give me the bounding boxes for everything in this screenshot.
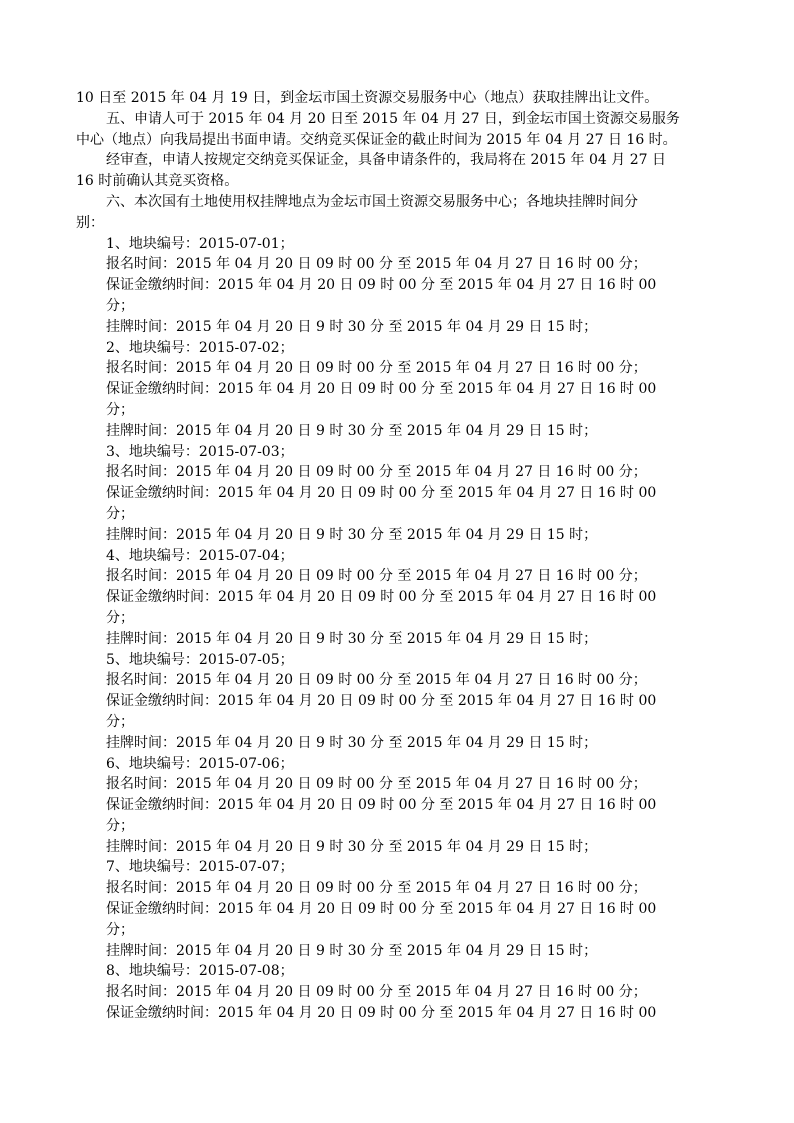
parcel-1-registration: 报名时间：2015 年 04 月 20 日 09 时 00 分 至 2015 年 04 月 27 日 16 时 00 分； — [106, 256, 647, 273]
parcel-6-deposit-line-2: 分； — [106, 817, 134, 834]
parcel-4-deposit-line-2: 分； — [106, 609, 134, 626]
parcel-6-listing: 挂牌时间：2015 年 04 月 20 日 9 时 30 分 至 2015 年 04 月 29 日 15 时； — [106, 838, 598, 855]
parcel-6-title: 6、地块编号：2015-07-06； — [106, 755, 294, 772]
parcel-3-deposit-line-2: 分； — [106, 505, 134, 522]
parcel-3-title: 3、地块编号：2015-07-03； — [106, 443, 294, 460]
parcel-8-title: 8、地块编号：2015-07-08； — [106, 963, 294, 980]
parcel-7-title: 7、地块编号：2015-07-07； — [106, 859, 294, 876]
parcel-8-registration: 报名时间：2015 年 04 月 20 日 09 时 00 分 至 2015 年 04 月 27 日 16 时 00 分； — [106, 984, 647, 1001]
parcel-7-listing: 挂牌时间：2015 年 04 月 20 日 9 时 30 分 至 2015 年 04 月 29 日 15 时； — [106, 942, 598, 959]
section-5-line-1: 五、申请人可于 2015 年 04 月 20 日至 2015 年 04 月 27 日，到金坛市国土资源交易服务 — [106, 110, 680, 127]
review-line-2: 16 时前确认其竞买资格。 — [76, 173, 239, 190]
section-5-line-2: 中心（地点）向我局提出书面申请。交纳竞买保证金的截止时间为 2015 年 04 月 27 日 16 时。 — [76, 131, 677, 148]
parcel-1-deposit-line-2: 分； — [106, 297, 134, 314]
parcel-5-title: 5、地块编号：2015-07-05； — [106, 651, 294, 668]
parcel-2-registration: 报名时间：2015 年 04 月 20 日 09 时 00 分 至 2015 年 04 月 27 日 16 时 00 分； — [106, 360, 647, 377]
parcel-4-title: 4、地块编号：2015-07-04； — [106, 547, 294, 564]
text-line-top: 10 日至 2015 年 04 月 19 日，到金坛市国土资源交易服务中心（地点）获取挂牌出让文件。 — [76, 90, 659, 106]
parcel-2-deposit-line-2: 分； — [106, 401, 134, 418]
parcel-6-registration: 报名时间：2015 年 04 月 20 日 09 时 00 分 至 2015 年 04 月 27 日 16 时 00 分； — [106, 776, 647, 793]
parcel-2-listing: 挂牌时间：2015 年 04 月 20 日 9 时 30 分 至 2015 年 04 月 29 日 15 时； — [106, 422, 598, 439]
parcel-5-registration: 报名时间：2015 年 04 月 20 日 09 时 00 分 至 2015 年 04 月 27 日 16 时 00 分； — [106, 672, 647, 689]
parcel-5-deposit-line-2: 分； — [106, 713, 134, 730]
parcel-3-deposit-line-1: 保证金缴纳时间：2015 年 04 月 20 日 09 时 00 分 至 2015 年 04 月 27 日 16 时 00 — [106, 485, 657, 502]
parcel-4-registration: 报名时间：2015 年 04 月 20 日 09 时 00 分 至 2015 年 04 月 27 日 16 时 00 分； — [106, 568, 647, 585]
parcel-8-deposit-line-1: 保证金缴纳时间：2015 年 04 月 20 日 09 时 00 分 至 2015 年 04 月 27 日 16 时 00 — [106, 1005, 657, 1022]
parcel-5-listing: 挂牌时间：2015 年 04 月 20 日 9 时 30 分 至 2015 年 04 月 29 日 15 时； — [106, 734, 598, 751]
parcel-3-registration: 报名时间：2015 年 04 月 20 日 09 时 00 分 至 2015 年 04 月 27 日 16 时 00 分； — [106, 464, 647, 481]
section-6-line-1: 六、本次国有土地使用权挂牌地点为金坛市国土资源交易服务中心；各地块挂牌时间分 — [106, 193, 638, 210]
parcel-1-title: 1、地块编号：2015-07-01； — [106, 235, 294, 252]
parcel-7-registration: 报名时间：2015 年 04 月 20 日 09 时 00 分 至 2015 年 04 月 27 日 16 时 00 分； — [106, 880, 647, 897]
parcel-6-deposit-line-1: 保证金缴纳时间：2015 年 04 月 20 日 09 时 00 分 至 2015 年 04 月 27 日 16 时 00 — [106, 797, 657, 814]
parcel-2-deposit-line-1: 保证金缴纳时间：2015 年 04 月 20 日 09 时 00 分 至 2015 年 04 月 27 日 16 时 00 — [106, 381, 657, 398]
parcel-3-listing: 挂牌时间：2015 年 04 月 20 日 9 时 30 分 至 2015 年 04 月 29 日 15 时； — [106, 526, 598, 543]
document-page — [76, 88, 720, 1024]
section-6-line-2: 别： — [76, 214, 104, 231]
parcel-5-deposit-line-1: 保证金缴纳时间：2015 年 04 月 20 日 09 时 00 分 至 2015 年 04 月 27 日 16 时 00 — [106, 693, 657, 710]
parcel-7-deposit-line-2: 分； — [106, 921, 134, 938]
parcel-4-deposit-line-1: 保证金缴纳时间：2015 年 04 月 20 日 09 时 00 分 至 2015 年 04 月 27 日 16 时 00 — [106, 589, 657, 606]
parcel-4-listing: 挂牌时间：2015 年 04 月 20 日 9 时 30 分 至 2015 年 04 月 29 日 15 时； — [106, 630, 598, 647]
parcel-1-listing: 挂牌时间：2015 年 04 月 20 日 9 时 30 分 至 2015 年 04 月 29 日 15 时； — [106, 318, 598, 335]
parcel-2-title: 2、地块编号：2015-07-02； — [106, 339, 294, 356]
review-line-1: 经审查，申请人按规定交纳竞买保证金，具备申请条件的，我局将在 2015 年 04 月 27 日 — [106, 152, 666, 169]
parcel-7-deposit-line-1: 保证金缴纳时间：2015 年 04 月 20 日 09 时 00 分 至 2015 年 04 月 27 日 16 时 00 — [106, 901, 657, 918]
parcel-1-deposit-line-1: 保证金缴纳时间：2015 年 04 月 20 日 09 时 00 分 至 2015 年 04 月 27 日 16 时 00 — [106, 277, 657, 294]
